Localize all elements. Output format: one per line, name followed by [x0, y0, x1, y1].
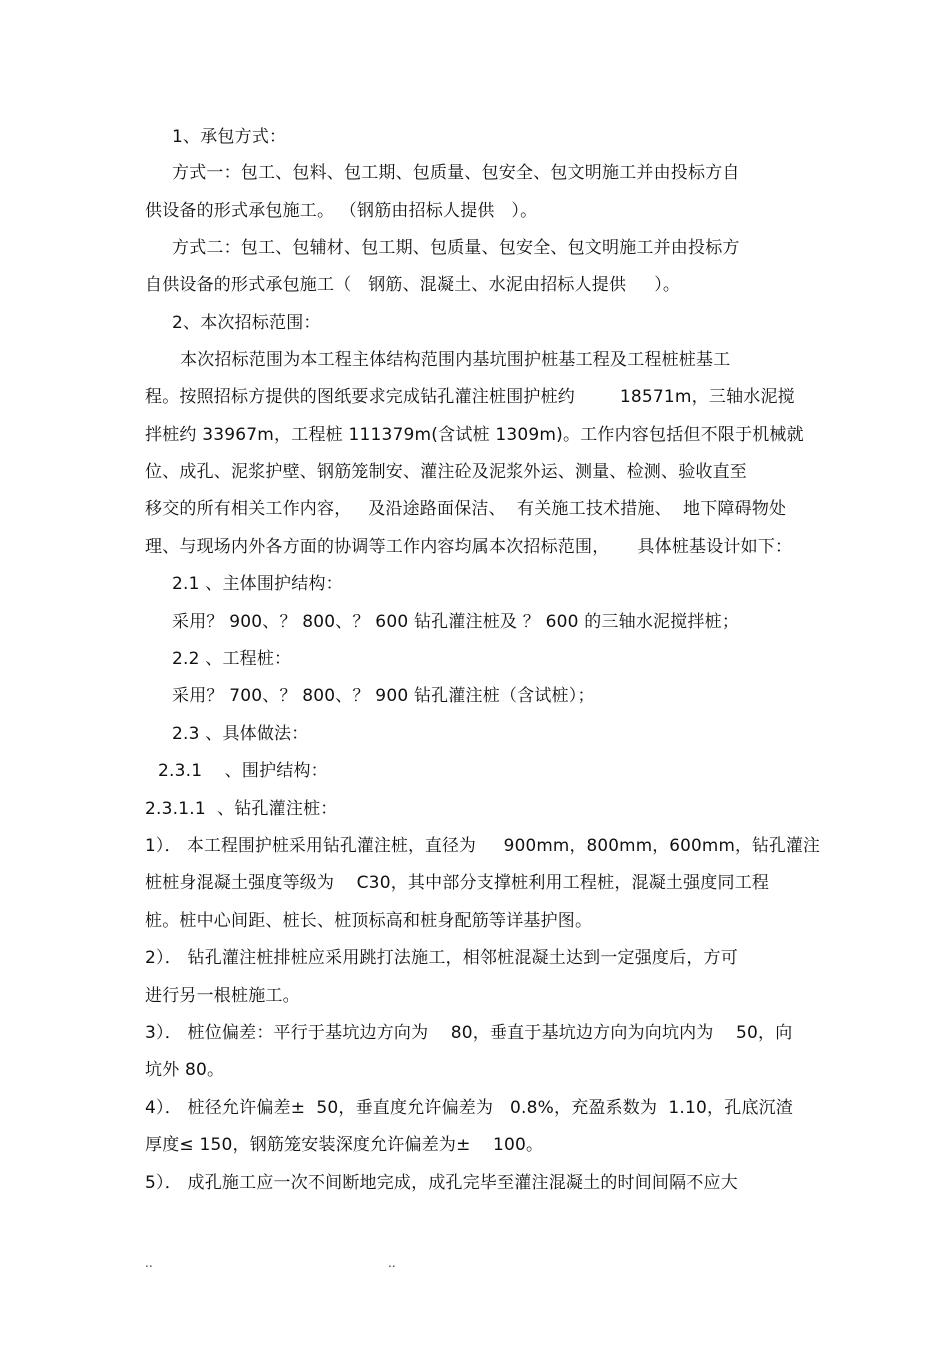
paragraph-line: 位、成孔、泥浆护壁、钢筋笼制安、灌注砼及泥浆外运、测量、检测、验收直至	[145, 462, 747, 482]
paragraph-line: 理、与现场内外各方面的协调等工作内容均属本次招标范围， 具体桩基设计如下：	[145, 537, 793, 557]
list-item-line: 厚度≤ 150，钢筋笼安装深度允许偏差为± 100。	[145, 1135, 544, 1155]
heading-section-2-3-1: 2.3.1 、围护结构：	[158, 761, 328, 781]
paragraph-line: 方式二：包工、包辅材、包工期、包质量、包安全、包文明施工并由投标方	[172, 238, 740, 258]
list-item-line: 进行另一根桩施工。	[145, 986, 300, 1006]
paragraph-line: 采用？ 700、？ 800、？ 900 钻孔灌注桩（含试桩）；	[172, 686, 595, 706]
list-item-line: 2）． 钻孔灌注桩排桩应采用跳打法施工，相邻桩混凝土达到一定强度后，方可	[145, 948, 738, 968]
paragraph-line: 移交的所有相关工作内容， 及沿途路面保洁、 有关施工技术措施、 地下障碍物处	[145, 499, 787, 519]
list-item-line: 5）． 成孔施工应一次不间断地完成，成孔完毕至灌注混凝土的时间间隔不应大	[145, 1173, 738, 1193]
list-item-line: 1）． 本工程围护桩采用钻孔灌注桩，直径为 900mm，800mm，600mm，钻孔灌注	[145, 836, 821, 856]
list-item-line: 桩。桩中心间距、桩长、桩顶标高和桩身配筋等详基护图。	[145, 911, 593, 931]
heading-section-2-3: 2.3 、具体做法：	[172, 724, 309, 744]
paragraph-line: 采用？ 900、？ 800、？ 600 钻孔灌注桩及 ？ 600 的三轴水泥搅拌桩；	[172, 612, 740, 632]
heading-contract-mode: 1、承包方式：	[172, 127, 287, 147]
paragraph-line: 方式一：包工、包料、包工期、包质量、包安全、包文明施工并由投标方自	[172, 163, 740, 183]
paragraph-line: 本次招标范围为本工程主体结构范围内基坑围护桩基工程及工程桩桩基工	[180, 350, 731, 370]
heading-section-2-2: 2.2 、工程桩：	[172, 649, 292, 669]
list-item-line: 3）． 桩位偏差：平行于基坑边方向为 80，垂直于基坑边方向为向坑内为 50，向	[145, 1023, 793, 1043]
list-item-line: 4）． 桩径允许偏差± 50，垂直度允许偏差为 0.8%，充盈系数为 1.10，孔底沉渣	[145, 1098, 794, 1118]
footer-left-marker: ..	[145, 1256, 153, 1270]
list-item-line: 坑外 80。	[145, 1060, 225, 1080]
paragraph-line: 程。按照招标方提供的图纸要求完成钻孔灌注桩围护桩约 18571m，三轴水泥搅	[145, 387, 795, 407]
list-item-line: 桩桩身混凝土强度等级为 C30，其中部分支撑桩利用工程桩，混凝土强度同工程	[145, 873, 770, 893]
heading-bid-scope: 2、本次招标范围：	[172, 313, 321, 333]
paragraph-line: 拌桩约 33967m，工程桩 111379m(含试桩 1309m)。工作内容包括但不限于机械就	[145, 425, 804, 445]
paragraph-line: 自供设备的形式承包施工（ 钢筋、混凝土、水泥由招标人提供 ）。	[145, 275, 681, 295]
footer-right-marker: ..	[388, 1256, 396, 1270]
paragraph-line: 供设备的形式承包施工。 （钢筋由招标人提供 ）。	[145, 201, 538, 221]
heading-section-2-1: 2.1 、主体围护结构：	[172, 574, 343, 594]
heading-section-2-3-1-1: 2.3.1.1 、钻孔灌注桩：	[145, 799, 338, 819]
